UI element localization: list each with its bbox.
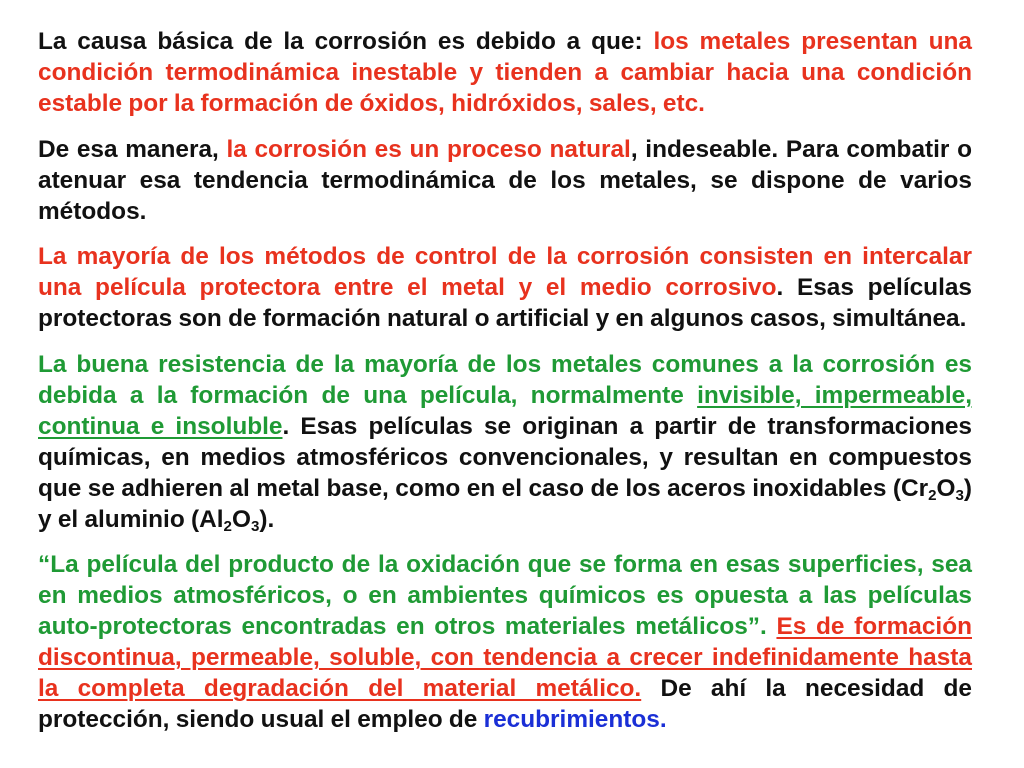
text-plain: . Esas películas se originan a partir de transformaciones químicas, en medios atmosféricos convencionales, y resultan en compuestos que se adhieren al metal base, como en el caso de los aceros inoxidables ( <box>38 412 972 502</box>
text-plain: De ahí la necesidad de protección, siendo usual el empleo de <box>38 675 972 733</box>
formula-chromium-oxide: $Cr_2O_3$ <box>900 474 964 504</box>
text-highlight-blue: recubrimientos. <box>483 706 667 733</box>
text-plain: , indeseable. Para combatir o atenuar esa tendencia termodinámica de los metales, se dispone de varios métodos. <box>38 135 972 225</box>
text-underlined-green: invisible, impermeable, continua e insoluble <box>38 381 972 440</box>
text-highlight-green: La buena resistencia de la mayoría de los metales comunes a la corrosión es debida a la formación de una película, normalmente <box>38 350 972 409</box>
text-plain: . Esas películas protectoras son de formación natural o artificial y en algunos casos, simultánea. <box>38 274 972 332</box>
paragraph-natural-process <box>38 134 972 227</box>
paragraph-control-methods <box>38 241 972 334</box>
text-plain: ) y el aluminio ( <box>38 474 972 533</box>
text-highlight-red: la corrosión es un proceso natural <box>226 135 631 163</box>
paragraph-corrosion-cause <box>38 26 972 119</box>
text-highlight-green: “La película del producto de la oxidación que se forma en esas superficies, sea en medios atmosféricos, o en ambientes químicos es opuesta a las películas auto-protectoras encontradas en otros materiales metálicos”. <box>38 551 972 640</box>
paragraph-good-resistance <box>38 349 972 535</box>
paragraph-oxidation-film <box>38 549 972 735</box>
text-underlined-red: Es de formación discontinua, permeable, soluble, con tendencia a crecer indefinidamente hasta la completa degradación del material metálico. <box>38 613 972 702</box>
text-plain: De esa manera, <box>38 135 227 163</box>
slide-body <box>38 26 972 750</box>
formula-aluminium-oxide: $Al_2O_3$ <box>199 505 260 535</box>
text-plain: ). <box>259 505 275 533</box>
text-highlight-red: los metales presentan una condición termodinámica inestable y tienden a cambiar hacia una condición estable por la formación de óxidos, hidróxidos, sales, etc. <box>38 28 972 117</box>
text-highlight-red: La mayoría de los métodos de control de la corrosión consisten en intercalar una película protectora entre el metal y el medio corrosivo <box>38 243 972 301</box>
text-lead: La causa básica de la corrosión es debido a que: <box>38 28 654 55</box>
